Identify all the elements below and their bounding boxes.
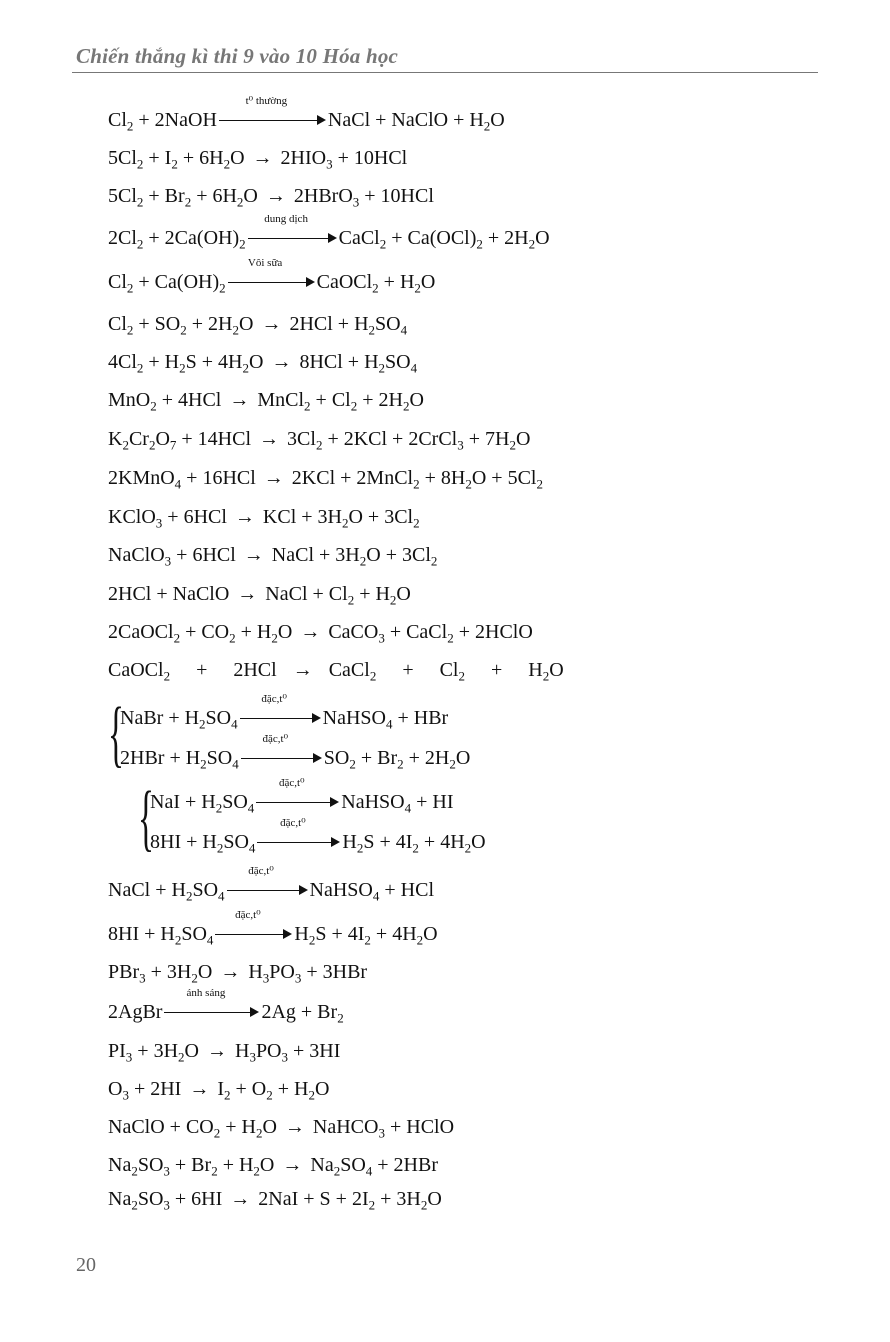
- equation-19: $8HI + H_2SO_4$ đặc,t⁰ $H_2S + 4I_2 + 4H_2O$: [150, 817, 486, 856]
- running-header: Chiến thắng kì thi 9 vào 10 Hóa học: [76, 44, 399, 68]
- arrow-condition: đặc,t⁰: [241, 746, 322, 770]
- equation-15: CaOCl$_2$ + 2HCl → CaCl$_2$ + $Cl_2 + H_2O$: [108, 659, 564, 684]
- arrow-condition: Vôi sữa: [228, 270, 315, 294]
- equation-24: $PI_3 + 3H_2O \to H_3PO_3 + 3HI$: [108, 1040, 341, 1065]
- equation-23: 2AgBr ánh sáng $2Ag + Br_2$: [108, 987, 344, 1026]
- equation-3: $5Cl_2 + Br_2 + 6H_2O$ → 2HBrO$_3$ + 10HCl: [108, 185, 434, 210]
- arrow-condition: ánh sáng: [164, 1000, 259, 1024]
- equation-11: KClO$_3$ + 6HCl → KCl + $3H_2O + 3Cl_2$: [108, 506, 420, 531]
- arrow-condition: đặc,t⁰: [240, 706, 321, 730]
- equation-1: $Cl_2$ + 2NaOH t⁰ thường NaCl + NaClO + $H_2O$: [108, 95, 505, 134]
- arrow-condition: đặc,t⁰: [215, 922, 292, 946]
- equation-12: NaClO$_3$ + 6HCl → NaCl + $3H_2O + 3Cl_2$: [108, 544, 438, 569]
- equation-8: MnO$_2$ + 4HCl → MnCl$_2$ + $Cl_2 + 2H_2O$: [108, 389, 424, 414]
- equation-20: NaCl + $H_2SO_4$ đặc,t⁰ NaHSO$_4$ + HCl: [108, 865, 434, 904]
- equation-26: NaClO + $CO_2 + H_2O$ → NaHCO$_3$ + HClO: [108, 1116, 455, 1141]
- equation-4: $2Cl_2 + 2Ca(OH)_2$ dung dịch CaCl$_2$ + $Ca(OCl)_2 + 2H_2O$: [108, 213, 550, 252]
- arrow-condition: đặc,t⁰: [256, 790, 339, 814]
- equation-7: $4Cl_2 + H_2S + 4H_2O \to 8HCl + H_2SO_4$: [108, 351, 418, 376]
- equation-2: $5Cl_2 + I_2 + 6H_2O \to 2HIO_3 + 10HCl$: [108, 147, 408, 172]
- arrow-condition: t⁰ thường: [219, 108, 326, 132]
- brace-left: {: [108, 693, 124, 775]
- equation-18: NaI + $H_2SO_4$ đặc,t⁰ NaHSO$_4$ + HI: [150, 777, 454, 816]
- equation-21: $8HI + H_2SO_4$ đặc,t⁰ $H_2S + 4I_2 + 4H_2O$: [108, 909, 438, 948]
- arrow-condition: đặc,t⁰: [257, 830, 340, 854]
- equation-14: 2CaOCl$_2$ + $CO_2 + H_2O$ → CaCO$_3$ + CaCl$_2$ + 2HClO: [108, 621, 533, 646]
- equation-17: $2HBr + H_2SO_4$ đặc,t⁰ $SO_2 + Br_2 + 2H_2O$: [120, 733, 471, 772]
- arrow-condition: dung dịch: [248, 226, 337, 250]
- equation-25: $O_3 + 2HI \to I_2 + O_2 + H_2O$: [108, 1078, 330, 1103]
- equation-28: $Na_2SO_3 + 6HI \to 2NaI + S + 2I_2 + 3H_2O$: [108, 1188, 442, 1213]
- equation-10: 2KMnO$_4$ + 16HCl → 2KCl + 2MnCl$_2$ + $8H_2O + 5Cl_2$: [108, 467, 543, 492]
- page-number: 20: [76, 1254, 96, 1276]
- brace-left: {: [138, 777, 154, 859]
- equation-5: $Cl_2 + Ca(OH)_2$ Vôi sữa CaOCl$_2$ + $H_2O$: [108, 257, 436, 296]
- equation-27: $Na_2SO_3 + Br_2 + H_2O \to Na_2SO_4 + 2HBr$: [108, 1154, 439, 1179]
- equation-9: $K_2Cr_2O_7 + 14HCl \to 3Cl_2 + 2KCl$ + 2CrCl$_3$ + $7H_2O$: [108, 428, 531, 453]
- equation-16: NaBr + $H_2SO_4$ đặc,t⁰ NaHSO$_4$ + HBr: [120, 693, 449, 732]
- header-rule: [72, 72, 818, 73]
- arrow-condition: đặc,t⁰: [227, 878, 308, 902]
- equation-13: 2HCl + NaClO → NaCl + $Cl_2 + H_2O$: [108, 583, 411, 608]
- equation-22: $PBr_3 + 3H_2O \to H_3PO_3 + 3HBr$: [108, 961, 368, 986]
- equation-6: $Cl_2 + SO_2 + 2H_2O \to 2HCl + H_2SO_4$: [108, 313, 408, 338]
